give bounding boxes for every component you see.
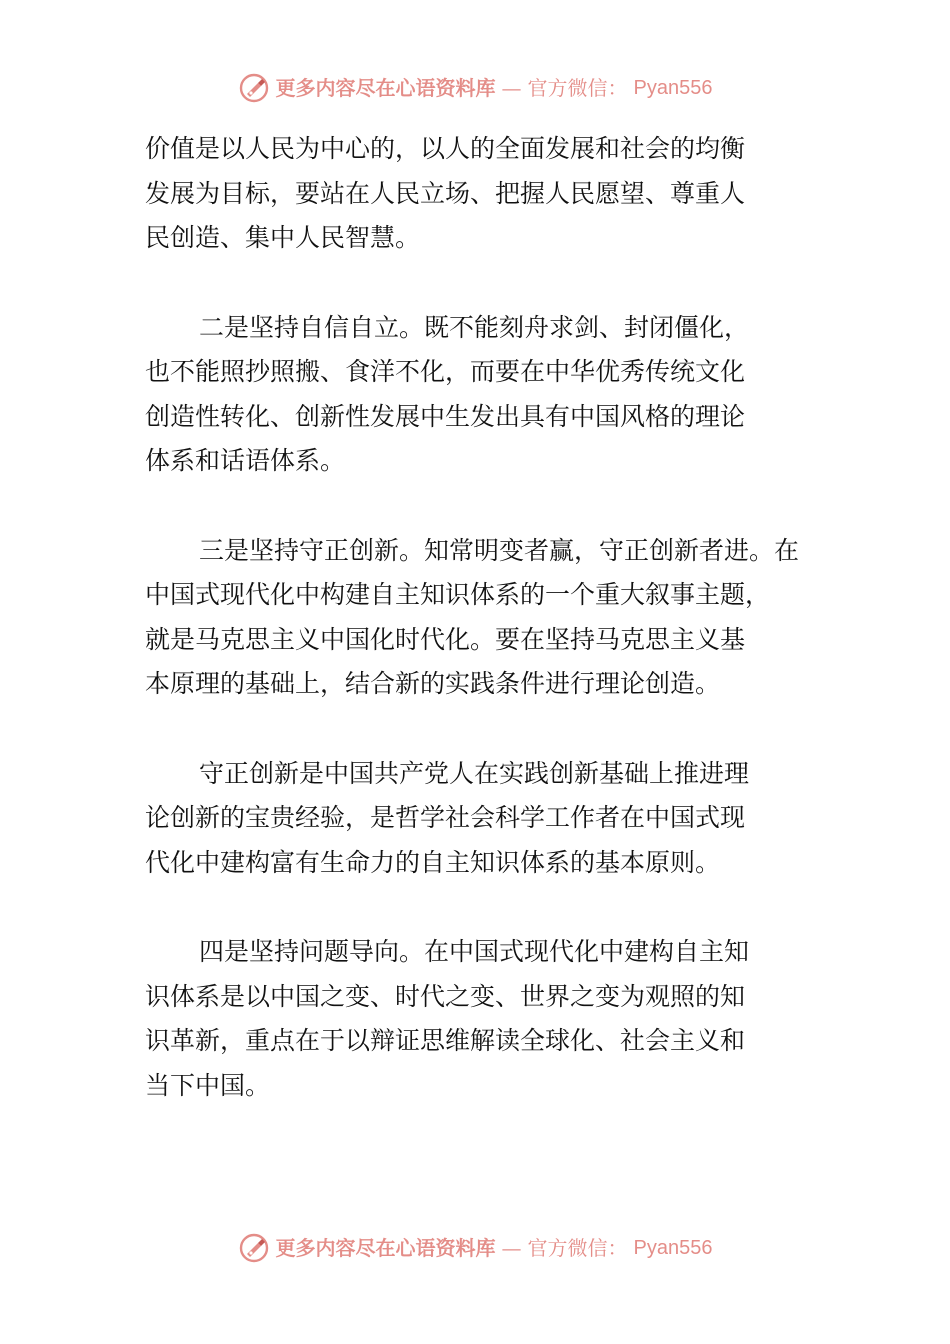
header-banner-wechat-label: 官方微信： [527, 76, 628, 100]
paragraph-line: 三是坚持守正创新。知常明变者赢，守正创新者进。在 [199, 535, 800, 565]
pen-nib-logo-icon [238, 72, 270, 104]
header-banner-separator: — [501, 76, 522, 100]
footer-banner-inner [238, 1232, 713, 1264]
footer-banner [0, 1232, 950, 1264]
paragraph-line: 民创造、集中人民智慧。 [145, 223, 421, 252]
paragraph-line: 识体系是以中国之变、时代之变、世界之变为观照的知 [145, 981, 746, 1011]
paragraph-line: 体系和话语体系。 [145, 446, 346, 475]
paragraph-line: 价值是以人民为中心的，以人的全面发展和社会的均衡 [145, 134, 746, 163]
paragraph-5 [145, 930, 835, 1108]
document-body [145, 127, 835, 1153]
paragraph-3 [145, 529, 835, 707]
paragraph-line: 识革新，重点在于以辩证思维解读全球化、社会主义和 [145, 1026, 746, 1055]
paragraph-4 [145, 752, 835, 886]
paragraph-line: 就是马克思主义中国化时代化。要在坚持马克思主义基 [145, 624, 746, 654]
paragraph-1 [145, 127, 835, 261]
pen-nib-logo-icon [238, 1232, 270, 1264]
paragraph-line: 发展为目标，要站在人民立场、把握人民愿望、尊重人 [145, 178, 746, 208]
paragraph-line: 二是坚持自信自立。既不能刻舟求剑、封闭僵化， [199, 312, 750, 342]
header-banner [0, 72, 950, 104]
paragraph-line: 四是坚持问题导向。在中国式现代化中建构自主知 [199, 937, 750, 966]
paragraph-line: 本原理的基础上，结合新的实践条件进行理论创造。 [145, 669, 721, 698]
paragraph-line: 守正创新是中国共产党人在实践创新基础上推进理 [199, 758, 750, 788]
paragraph-2 [145, 306, 835, 484]
footer-banner-wechat-label: 官方微信： [527, 1236, 628, 1260]
footer-banner-wechat-id: Pyan556 [633, 1237, 713, 1259]
paragraph-line: 中国式现代化中构建自主知识体系的一个重大叙事主题， [145, 580, 771, 609]
paragraph-line: 论创新的宝贵经验，是哲学社会科学工作者在中国式现 [145, 803, 746, 832]
paragraph-line: 创造性转化、创新性发展中生发出具有中国风格的理论 [145, 401, 746, 431]
paragraph-line: 代化中建构富有生命力的自主知识体系的基本原则。 [145, 847, 721, 877]
header-banner-wechat-id: Pyan556 [633, 77, 713, 99]
paragraph-line: 也不能照抄照搬、食洋不化，而要在中华优秀传统文化 [145, 357, 746, 386]
paragraph-line: 当下中国。 [145, 1070, 271, 1100]
header-banner-inner [238, 72, 713, 104]
header-banner-text: 更多内容尽在心语资料库 [275, 76, 496, 100]
footer-banner-text: 更多内容尽在心语资料库 [275, 1236, 496, 1260]
footer-banner-separator: — [501, 1236, 522, 1260]
